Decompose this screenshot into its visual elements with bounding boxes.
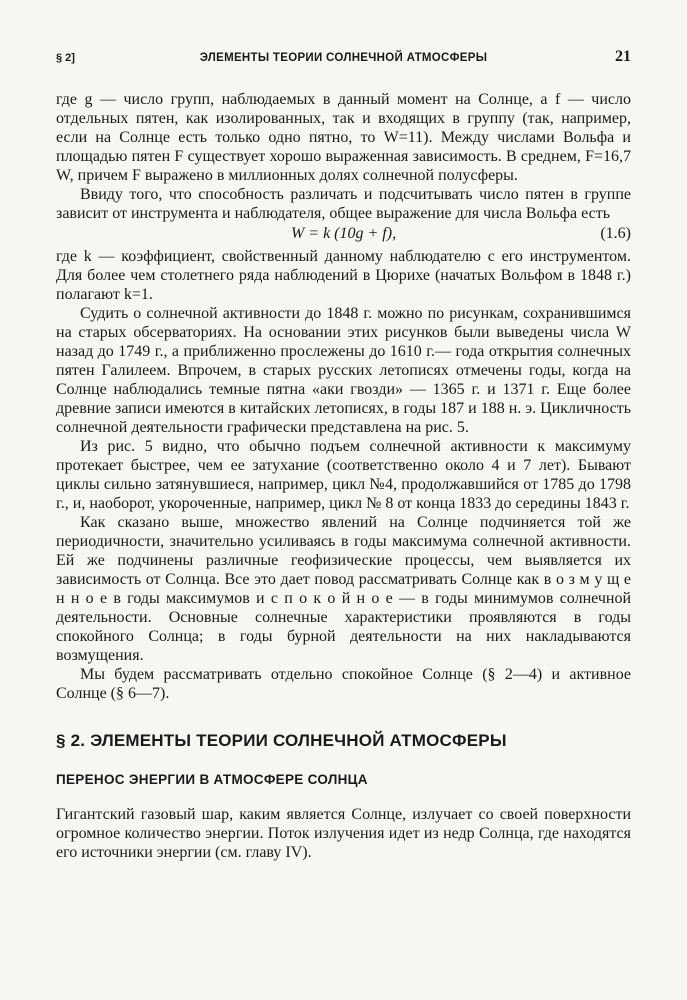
paragraph-7: Мы будем рассматривать отдельно спокойное Солнце (§ 2—4) и активное Солнце (§ 6—7).	[56, 666, 631, 702]
equation-expression: W = k (10g + f),	[290, 225, 397, 242]
paragraph-5: Из рис. 5 видно, что обычно подъем солнечной активности к максимуму протекает быстрее, чем ее затухание (соответственно около 4 и 7 лет). Бывают циклы сильно затянувшиеся, например, цикл №4, продолжавшийся от 1785 до 1798 г., и, наоборот, укороченные, например, цикл № 8 от конца 1833 до середины 1843 г.	[56, 438, 631, 512]
running-header	[56, 48, 631, 72]
paragraph-3: где k — коэффициент, свойственный данному наблюдателю с его инструментом. Для более чем столетнего ряда наблюдений в Цюрихе (начатых Вольфом в 1848 г.) полагают k=1.	[56, 248, 631, 303]
equation-number: (1.6)	[600, 225, 631, 242]
paragraph-8: Гигантский газовый шар, каким является Солнце, излучает со своей поверхности огромное количество энергии. Поток излучения идет из недр Солнца, где находятся его источники энергии (см. главу IV).	[56, 806, 631, 861]
equation-1-6	[56, 224, 631, 246]
body-text	[56, 90, 631, 862]
paragraph-4: Судить о солнечной активности до 1848 г. можно по рисункам, сохранившимся на старых обсерваториях. На основании этих рисунков были выведены числа W назад до 1749 г., а приближенно прослежены до 1610 г.— года открытия солнечных пятен Галилеем. Впрочем, в старых русских летописях отмечены годы, когда на Солнце наблюдались темные пятна «аки гвозди» — 1365 г. и 1371 г. Еще более древние записи имеются в китайских летописях, в годы 187 и 188 н. э. Цикличность солнечной деятельности графически представлена на рис. 5.	[56, 305, 631, 436]
header-section-ref: § 2]	[56, 52, 75, 64]
section-heading: § 2. ЭЛЕМЕНТЫ ТЕОРИИ СОЛНЕЧНОЙ АТМОСФЕРЫ	[56, 731, 507, 750]
paragraph-6: Как сказано выше, множество явлений на Солнце подчиняется той же периодичности, значительно усиливаясь в годы максимума солнечной активности. Ей же подчинены различные геофизические процессы, чем выявляется их зависимость от Солнца. Все это дает повод рассматривать Солнце как в о з м у щ е н н о е в годы максимумов и с п о к о й н о е — в годы минимумов солнечной деятельности. Основные солнечные характеристики проявляются в годы спокойного Солнца; в годы бурной деятельности на них накладываются возмущения.	[56, 514, 631, 664]
paragraph-1: где g — число групп, наблюдаемых в данный момент на Солнце, а f — число отдельных пятен, как изолированных, так и входящих в группу (так, например, если на Солнце есть только одно пятно, то W=11). Между числами Вольфа и площадью пятен F существует хорошо выраженная зависимость. В среднем, F=16,7 W, причем F выражено в миллионных долях солнечной полусферы.	[56, 91, 631, 184]
subsection-heading: ПЕРЕНОС ЭНЕРГИИ В АТМОСФЕРЕ СОЛНЦА	[56, 772, 368, 787]
paragraph-2: Ввиду того, что способность различать и подсчитывать число пятен в группе зависит от инструмента и наблюдателя, общее выражение для числа Вольфа есть	[56, 186, 631, 222]
page-number: 21	[615, 48, 631, 65]
header-title: ЭЛЕМЕНТЫ ТЕОРИИ СОЛНЕЧНОЙ АТМОСФЕРЫ	[199, 52, 488, 64]
